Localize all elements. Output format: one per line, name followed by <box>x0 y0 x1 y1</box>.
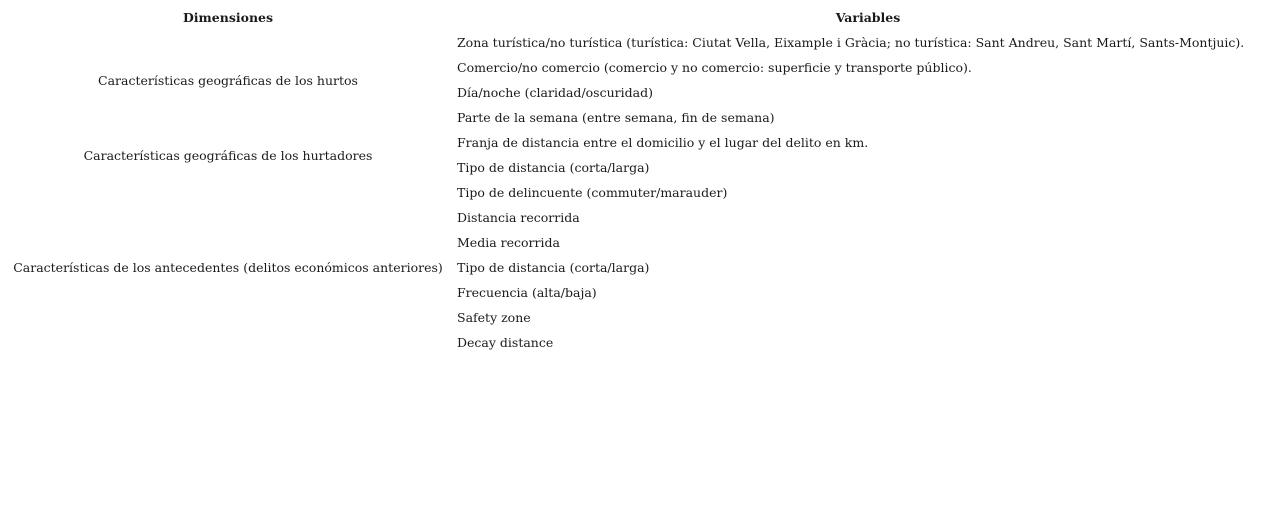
variable-row: Comercio/no comercio (comercio y no comercio: superficie y transporte público). <box>457 60 972 75</box>
dimensions-variables-table <box>0 5 1288 350</box>
variable-row: Safety zone <box>457 310 531 325</box>
variable-row: Distancia recorrida <box>457 210 580 225</box>
dimension-geographic-thefts: Características geográficas de los hurtos <box>98 72 358 88</box>
variable-row: Día/noche (claridad/oscuridad) <box>457 85 653 100</box>
header-dimensions: Dimensiones <box>182 10 274 25</box>
variable-row: Franja de distancia entre el domicilio y el lugar del delito en km. <box>457 135 869 150</box>
variable-row: Frecuencia (alta/baja) <box>457 285 597 300</box>
variable-row: Tipo de distancia (corta/larga) <box>457 260 650 275</box>
variables-column <box>457 30 1285 355</box>
variable-row: Tipo de distancia (corta/larga) <box>457 160 650 175</box>
variable-row: Decay distance <box>457 335 554 350</box>
variable-row: Tipo de delincuente (commuter/marauder) <box>457 185 728 200</box>
dimension-criminal-history: Características de los antecedentes (delitos económicos anteriores) <box>13 260 443 275</box>
dimension-geographic-thieves: Características geográficas de los hurtadores <box>83 147 373 163</box>
variable-row: Media recorrida <box>457 235 560 250</box>
variable-row: Zona turística/no turística (turística: Ciutat Vella, Eixample i Gràcia; no turística: Sant Andreu, Sant Martí, Sants-Montjuic). <box>457 35 1245 50</box>
variable-row: Parte de la semana (entre semana, fin de semana) <box>457 110 775 125</box>
table-header-row <box>0 5 1288 30</box>
header-variables: Variables <box>835 10 901 25</box>
